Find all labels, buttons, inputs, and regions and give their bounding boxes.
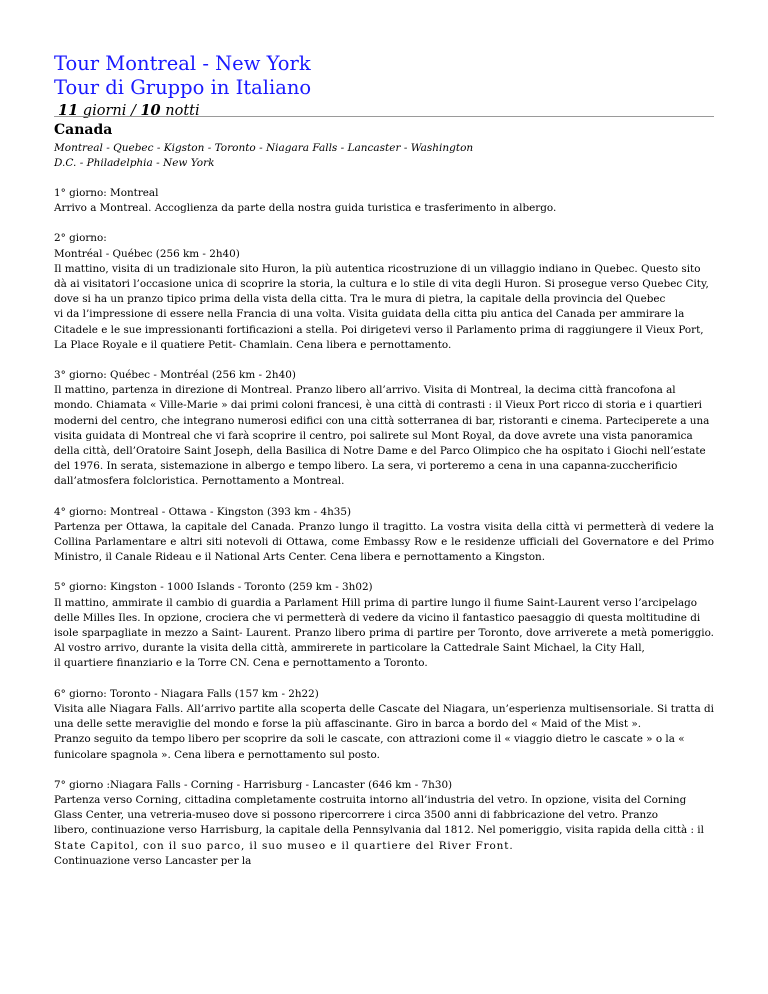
day-text: State Capitol, con il suo parco, il suo museo e il quartiere del River Front. — [54, 839, 514, 852]
day-text: vi da l’impressione di essere nella Francia di una volta. Visita guidata della citta piu antica del Canada per ammirare la Citadele e le sue impressionanti fortificazioni a stella. Poi dirigetevi verso il Parlamento prima di raggiungere il Vieux Port, La Place Royale e il quatiere Petit- Chamlain. Cena libera e pernottamento. — [54, 308, 704, 351]
day-text: Il mattino, visita di un tradizionale sito Huron, la più autentica ricostruzione di un villaggio indiano in Quebec. Questo sito dà ai visitatori l’occasione unica di scoprire la storia, la cultura e lo stile di vita degli Huron. Si prosegue verso Quebec City, dove si ha un pranzo tipico prima della vista della citta. Tra le mura di pietra, la capitale della provincia del Quebec — [54, 262, 709, 306]
day-title: 2° giorno: — [54, 232, 107, 245]
day-2 — [54, 231, 714, 353]
duration-separator: / — [130, 103, 136, 119]
day-text: Continuazione verso Lancaster per la — [54, 854, 252, 867]
country-heading: Canada — [54, 122, 113, 138]
day-text: Partenza per Ottawa, la capitale del Canada. Pranzo lungo il tragitto. La vostra visita della città vi permetterà di vedere la Collina Parlamentare e altri siti notevoli di Ottawa, come Embassy Row e le residenze ufficiali del Governatore e del Primo Ministro, il Canale Rideau e il National Arts Center. Cena libera e pernottamento a Kingston. — [54, 520, 714, 564]
day-text: Visita alle Niagara Falls. All’arrivo partite alla scoperta delle Cascate del Niagara, un’esperienza multisensoriale. Si tratta di una delle sette meraviglie del mondo e forse la più affascinante. Giro in barca a bordo del « Maid of the Mist ». — [54, 702, 714, 731]
day-text: isole sparpagliate in mezzo a Saint- Laurent. Pranzo libero prima di partire per Toronto, dove arriverete a metà pomeriggio. Al vostro arrivo, durante la visita della città, ammirerete in particolare la Cattedrale Saint Michael, la City Hall, — [54, 627, 714, 655]
day-6 — [54, 687, 714, 763]
nights-count: 10 — [140, 102, 161, 119]
day-title: 1° giorno: Montreal — [54, 187, 159, 199]
day-title: 7° giorno :Niagara Falls - Corning - Harrisburg - Lancaster (646 km - 7h30) — [54, 778, 453, 791]
tour-title-line2: Tour di Gruppo in Italiano — [54, 76, 312, 99]
day-title: 6° giorno: Toronto - Niagara Falls (157 km - 2h22) — [54, 687, 319, 700]
tour-title — [54, 52, 714, 100]
day-text: Il mattino, partenza in direzione di Montreal. Pranzo libero all’arrivo. Visita di Montreal, la decima città francofona al mondo. Chiamata « Ville-Marie » dai primi coloni francesi, è una città di contrasti : il Vieux Port ricco di storia e i quartieri moderni del centro, che integrano numerosi edifici con una città sotterranea di bar, ristoranti e cinema. Parteciperete a una visita guidata di Montreal che vi farà scoprire il centro, poi salirete sul Mont Royal, da dove avrete una vista panoramica della città, dell’Oratoire Saint Joseph, della Basilica di Notre Dame e del Parco Olimpico che ha ospitato i Giochi nell’estate del 1976. In serata, sistemazione in albergo e tempo libero. La sera, vi porteremo a cena in una capanna-zuccherificio dall’atmosfera folcloristica. Pernottamento a Montreal. — [54, 384, 710, 488]
day-subtitle: Montréal - Québec (256 km - 2h40) — [54, 247, 240, 260]
day-5 — [54, 580, 714, 671]
day-text: Arrivo a Montreal. Accoglienza da parte della nostra guida turistica e trasferimento in albergo. — [54, 202, 557, 215]
day-text: Pranzo seguito da tempo libero per scoprire da soli le cascate, con attrazioni come il « viaggio dietro le cascate » o la « funicolare spagnola ». Cena libera e pernottamento sul posto. — [54, 733, 685, 761]
itinerary-page — [54, 52, 714, 119]
route-summary: Montreal - Quebec - Kigston - Toronto - Niagara Falls - Lancaster - Washington D.C. - Philadelphia - New York — [54, 142, 474, 169]
nights-label: notti — [165, 103, 200, 119]
days-count: 11 — [58, 102, 79, 119]
tour-title-line1: Tour Montreal - New York — [54, 52, 311, 75]
days-label: giorni — [82, 103, 127, 119]
day-7 — [54, 778, 714, 869]
day-title: 3° giorno: Québec - Montréal (256 km - 2h40) — [54, 369, 296, 382]
day-1 — [54, 186, 714, 216]
day-text: Partenza verso Corning, cittadina completamente costruita intorno all’industria del vetro. In opzione, visita del Corning Glass Center, una vetreria-museo dove si possono ripercorrere i circa 3500 anni di fabbricazione del vetro. Pranzo — [54, 793, 687, 822]
day-title: 4° giorno: Montreal - Ottawa - Kingston (393 km - 4h35) — [54, 505, 352, 518]
day-text: Il mattino, ammirate il cambio di guardia a Parlament Hill prima di partire lungo il fiume Saint-Laurent verso l’arcipelago delle Milles Iles. In opzione, crociera che vi permetterà di vedere da vicino il fantastico paesaggio di questa moltitudine di — [54, 596, 701, 624]
day-3 — [54, 368, 714, 490]
itinerary-body — [54, 114, 714, 869]
day-4 — [54, 505, 714, 566]
day-text: libero, continuazione verso Harrisburg, la capitale della Pennsylvania dal 1812. Nel pomeriggio, visita rapida della città : il — [54, 824, 704, 837]
day-title: 5° giorno: Kingston - 1000 Islands - Toronto (259 km - 3h02) — [54, 581, 373, 594]
day-text: il quartiere finanziario e la Torre CN. Cena e pernottamento a Toronto. — [54, 657, 428, 670]
